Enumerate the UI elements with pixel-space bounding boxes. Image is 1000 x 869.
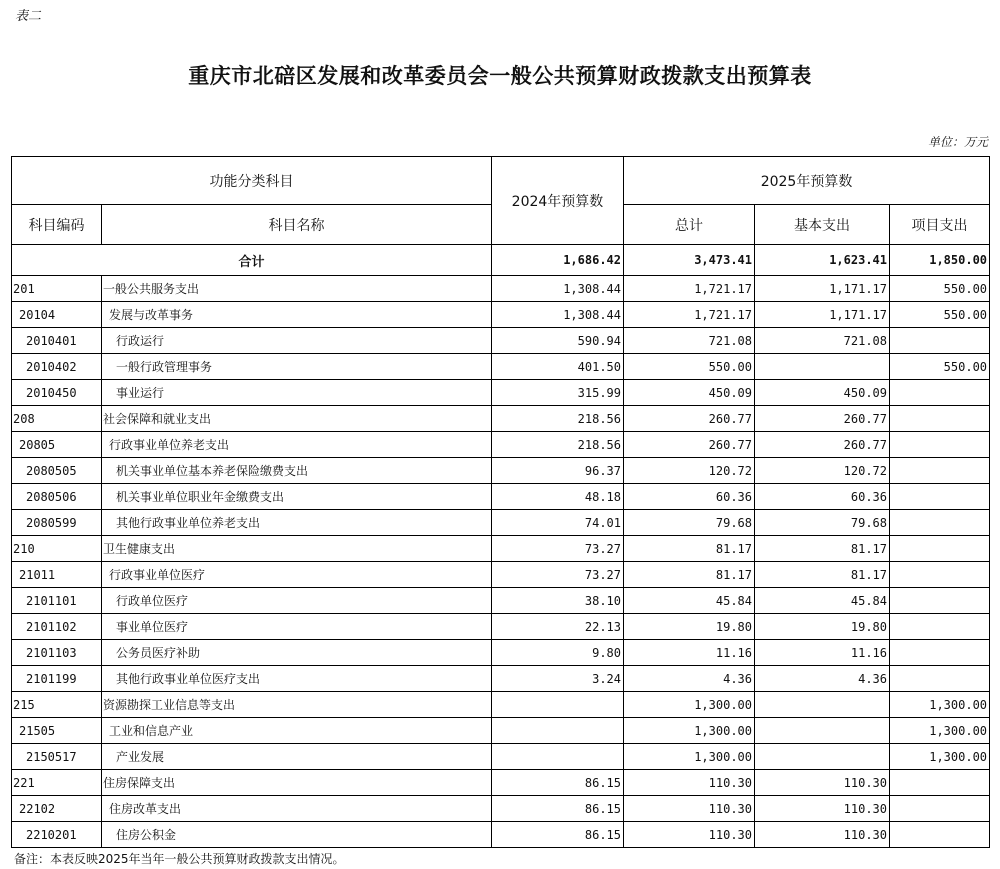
row-basic: 45.84 — [755, 588, 890, 614]
row-name: 机关事业单位职业年金缴费支出 — [102, 484, 492, 510]
row-name: 资源勘探工业信息等支出 — [102, 692, 492, 718]
row-budget-2024: 38.10 — [492, 588, 624, 614]
row-total: 721.08 — [624, 328, 755, 354]
row-total: 550.00 — [624, 354, 755, 380]
row-code: 2010402 — [12, 354, 102, 380]
table-row — [12, 302, 990, 328]
row-name: 行政事业单位医疗 — [102, 562, 492, 588]
row-budget-2024: 86.15 — [492, 796, 624, 822]
row-basic: 110.30 — [755, 822, 890, 848]
table-row — [12, 328, 990, 354]
row-code: 2080506 — [12, 484, 102, 510]
row-name: 公务员医疗补助 — [102, 640, 492, 666]
row-code: 20104 — [12, 302, 102, 328]
row-code: 201 — [12, 276, 102, 302]
row-total: 79.68 — [624, 510, 755, 536]
total-b2024: 1,686.42 — [492, 245, 624, 276]
row-code: 210 — [12, 536, 102, 562]
row-total: 81.17 — [624, 536, 755, 562]
row-budget-2024: 86.15 — [492, 822, 624, 848]
row-code: 215 — [12, 692, 102, 718]
row-basic: 260.77 — [755, 406, 890, 432]
header-budget-2025: 2025年预算数 — [624, 157, 990, 205]
table-row — [12, 770, 990, 796]
row-total: 11.16 — [624, 640, 755, 666]
header-budget-2024: 2024年预算数 — [492, 157, 624, 245]
header-basic: 基本支出 — [755, 205, 890, 245]
row-basic — [755, 354, 890, 380]
row-name: 产业发展 — [102, 744, 492, 770]
row-code: 2210201 — [12, 822, 102, 848]
row-name: 工业和信息产业 — [102, 718, 492, 744]
row-project: 550.00 — [890, 302, 990, 328]
row-name: 事业运行 — [102, 380, 492, 406]
row-name: 一般行政管理事务 — [102, 354, 492, 380]
row-code: 2101101 — [12, 588, 102, 614]
row-project: 550.00 — [890, 354, 990, 380]
header-project: 项目支出 — [890, 205, 990, 245]
row-budget-2024: 74.01 — [492, 510, 624, 536]
row-project — [890, 484, 990, 510]
row-project — [890, 328, 990, 354]
row-total: 110.30 — [624, 796, 755, 822]
row-total: 1,300.00 — [624, 692, 755, 718]
row-budget-2024: 86.15 — [492, 770, 624, 796]
row-code: 2101103 — [12, 640, 102, 666]
row-budget-2024: 1,308.44 — [492, 302, 624, 328]
row-budget-2024: 218.56 — [492, 406, 624, 432]
row-budget-2024: 73.27 — [492, 536, 624, 562]
row-code: 2080505 — [12, 458, 102, 484]
row-name: 行政运行 — [102, 328, 492, 354]
table-row — [12, 510, 990, 536]
row-code: 2150517 — [12, 744, 102, 770]
row-project: 1,300.00 — [890, 718, 990, 744]
row-project — [890, 796, 990, 822]
row-basic: 4.36 — [755, 666, 890, 692]
row-project — [890, 640, 990, 666]
row-total: 45.84 — [624, 588, 755, 614]
row-total: 81.17 — [624, 562, 755, 588]
row-code: 2080599 — [12, 510, 102, 536]
row-project — [890, 406, 990, 432]
row-budget-2024 — [492, 744, 624, 770]
row-total: 4.36 — [624, 666, 755, 692]
row-name: 其他行政事业单位医疗支出 — [102, 666, 492, 692]
row-budget-2024: 401.50 — [492, 354, 624, 380]
row-total: 260.77 — [624, 406, 755, 432]
table-row — [12, 484, 990, 510]
row-code: 2101199 — [12, 666, 102, 692]
table-row — [12, 406, 990, 432]
table-row — [12, 588, 990, 614]
row-name: 住房改革支出 — [102, 796, 492, 822]
row-project — [890, 666, 990, 692]
table-row — [12, 432, 990, 458]
table-row — [12, 458, 990, 484]
table-row — [12, 380, 990, 406]
row-name: 事业单位医疗 — [102, 614, 492, 640]
row-name: 行政事业单位养老支出 — [102, 432, 492, 458]
total-total: 3,473.41 — [624, 245, 755, 276]
header-func-class: 功能分类科目 — [12, 157, 492, 205]
row-name: 行政单位医疗 — [102, 588, 492, 614]
row-basic: 1,171.17 — [755, 302, 890, 328]
row-basic: 450.09 — [755, 380, 890, 406]
row-basic: 79.68 — [755, 510, 890, 536]
row-budget-2024: 315.99 — [492, 380, 624, 406]
table-number-label: 表二 — [15, 9, 42, 24]
row-budget-2024: 1,308.44 — [492, 276, 624, 302]
row-name: 机关事业单位基本养老保险缴费支出 — [102, 458, 492, 484]
row-basic: 81.17 — [755, 536, 890, 562]
row-basic: 110.30 — [755, 770, 890, 796]
row-budget-2024: 48.18 — [492, 484, 624, 510]
row-basic: 11.16 — [755, 640, 890, 666]
row-budget-2024 — [492, 692, 624, 718]
row-basic: 260.77 — [755, 432, 890, 458]
row-budget-2024: 22.13 — [492, 614, 624, 640]
row-project: 550.00 — [890, 276, 990, 302]
budget-table — [11, 156, 990, 848]
row-project — [890, 432, 990, 458]
row-total: 110.30 — [624, 822, 755, 848]
row-basic: 120.72 — [755, 458, 890, 484]
total-basic: 1,623.41 — [755, 245, 890, 276]
row-basic — [755, 692, 890, 718]
row-basic — [755, 744, 890, 770]
table-row — [12, 562, 990, 588]
table-row — [12, 718, 990, 744]
row-total: 1,721.17 — [624, 276, 755, 302]
row-budget-2024 — [492, 718, 624, 744]
row-total: 19.80 — [624, 614, 755, 640]
row-budget-2024: 9.80 — [492, 640, 624, 666]
total-label: 合计 — [12, 245, 492, 276]
header-code: 科目编码 — [12, 205, 102, 245]
row-total: 1,300.00 — [624, 744, 755, 770]
row-basic: 110.30 — [755, 796, 890, 822]
page-title: 重庆市北碚区发展和改革委员会一般公共预算财政拨款支出预算表 — [188, 63, 812, 88]
table-row — [12, 614, 990, 640]
row-name: 住房保障支出 — [102, 770, 492, 796]
header-total: 总计 — [624, 205, 755, 245]
row-project — [890, 510, 990, 536]
row-budget-2024: 96.37 — [492, 458, 624, 484]
row-code: 20805 — [12, 432, 102, 458]
row-code: 2010401 — [12, 328, 102, 354]
row-code: 2010450 — [12, 380, 102, 406]
row-name: 社会保障和就业支出 — [102, 406, 492, 432]
row-basic: 60.36 — [755, 484, 890, 510]
table-row — [12, 640, 990, 666]
row-code: 22102 — [12, 796, 102, 822]
row-code: 221 — [12, 770, 102, 796]
row-total: 260.77 — [624, 432, 755, 458]
table-row — [12, 276, 990, 302]
row-project — [890, 822, 990, 848]
row-basic: 721.08 — [755, 328, 890, 354]
row-basic: 1,171.17 — [755, 276, 890, 302]
row-code: 208 — [12, 406, 102, 432]
row-budget-2024: 218.56 — [492, 432, 624, 458]
row-total: 1,721.17 — [624, 302, 755, 328]
row-total: 60.36 — [624, 484, 755, 510]
row-total: 450.09 — [624, 380, 755, 406]
row-project — [890, 536, 990, 562]
row-budget-2024: 3.24 — [492, 666, 624, 692]
row-project — [890, 588, 990, 614]
row-total: 110.30 — [624, 770, 755, 796]
row-budget-2024: 73.27 — [492, 562, 624, 588]
footnote: 备注：本表反映2025年当年一般公共预算财政拨款支出情况。 — [14, 852, 345, 866]
row-name: 一般公共服务支出 — [102, 276, 492, 302]
table-row — [12, 692, 990, 718]
row-basic: 19.80 — [755, 614, 890, 640]
row-project: 1,300.00 — [890, 692, 990, 718]
table-row — [12, 744, 990, 770]
row-project — [890, 562, 990, 588]
row-project — [890, 380, 990, 406]
row-name: 发展与改革事务 — [102, 302, 492, 328]
row-project — [890, 458, 990, 484]
row-budget-2024: 590.94 — [492, 328, 624, 354]
row-total: 1,300.00 — [624, 718, 755, 744]
table-row — [12, 536, 990, 562]
unit-label: 单位：万元 — [927, 135, 988, 149]
row-basic: 81.17 — [755, 562, 890, 588]
row-total: 120.72 — [624, 458, 755, 484]
total-project: 1,850.00 — [890, 245, 990, 276]
row-project: 1,300.00 — [890, 744, 990, 770]
header-name: 科目名称 — [102, 205, 492, 245]
row-code: 21505 — [12, 718, 102, 744]
table-row — [12, 796, 990, 822]
row-code: 21011 — [12, 562, 102, 588]
row-name: 卫生健康支出 — [102, 536, 492, 562]
row-project — [890, 614, 990, 640]
table-row — [12, 354, 990, 380]
row-name: 其他行政事业单位养老支出 — [102, 510, 492, 536]
row-basic — [755, 718, 890, 744]
table-row — [12, 822, 990, 848]
row-project — [890, 770, 990, 796]
table-row — [12, 666, 990, 692]
row-name: 住房公积金 — [102, 822, 492, 848]
total-row — [12, 245, 990, 276]
row-code: 2101102 — [12, 614, 102, 640]
